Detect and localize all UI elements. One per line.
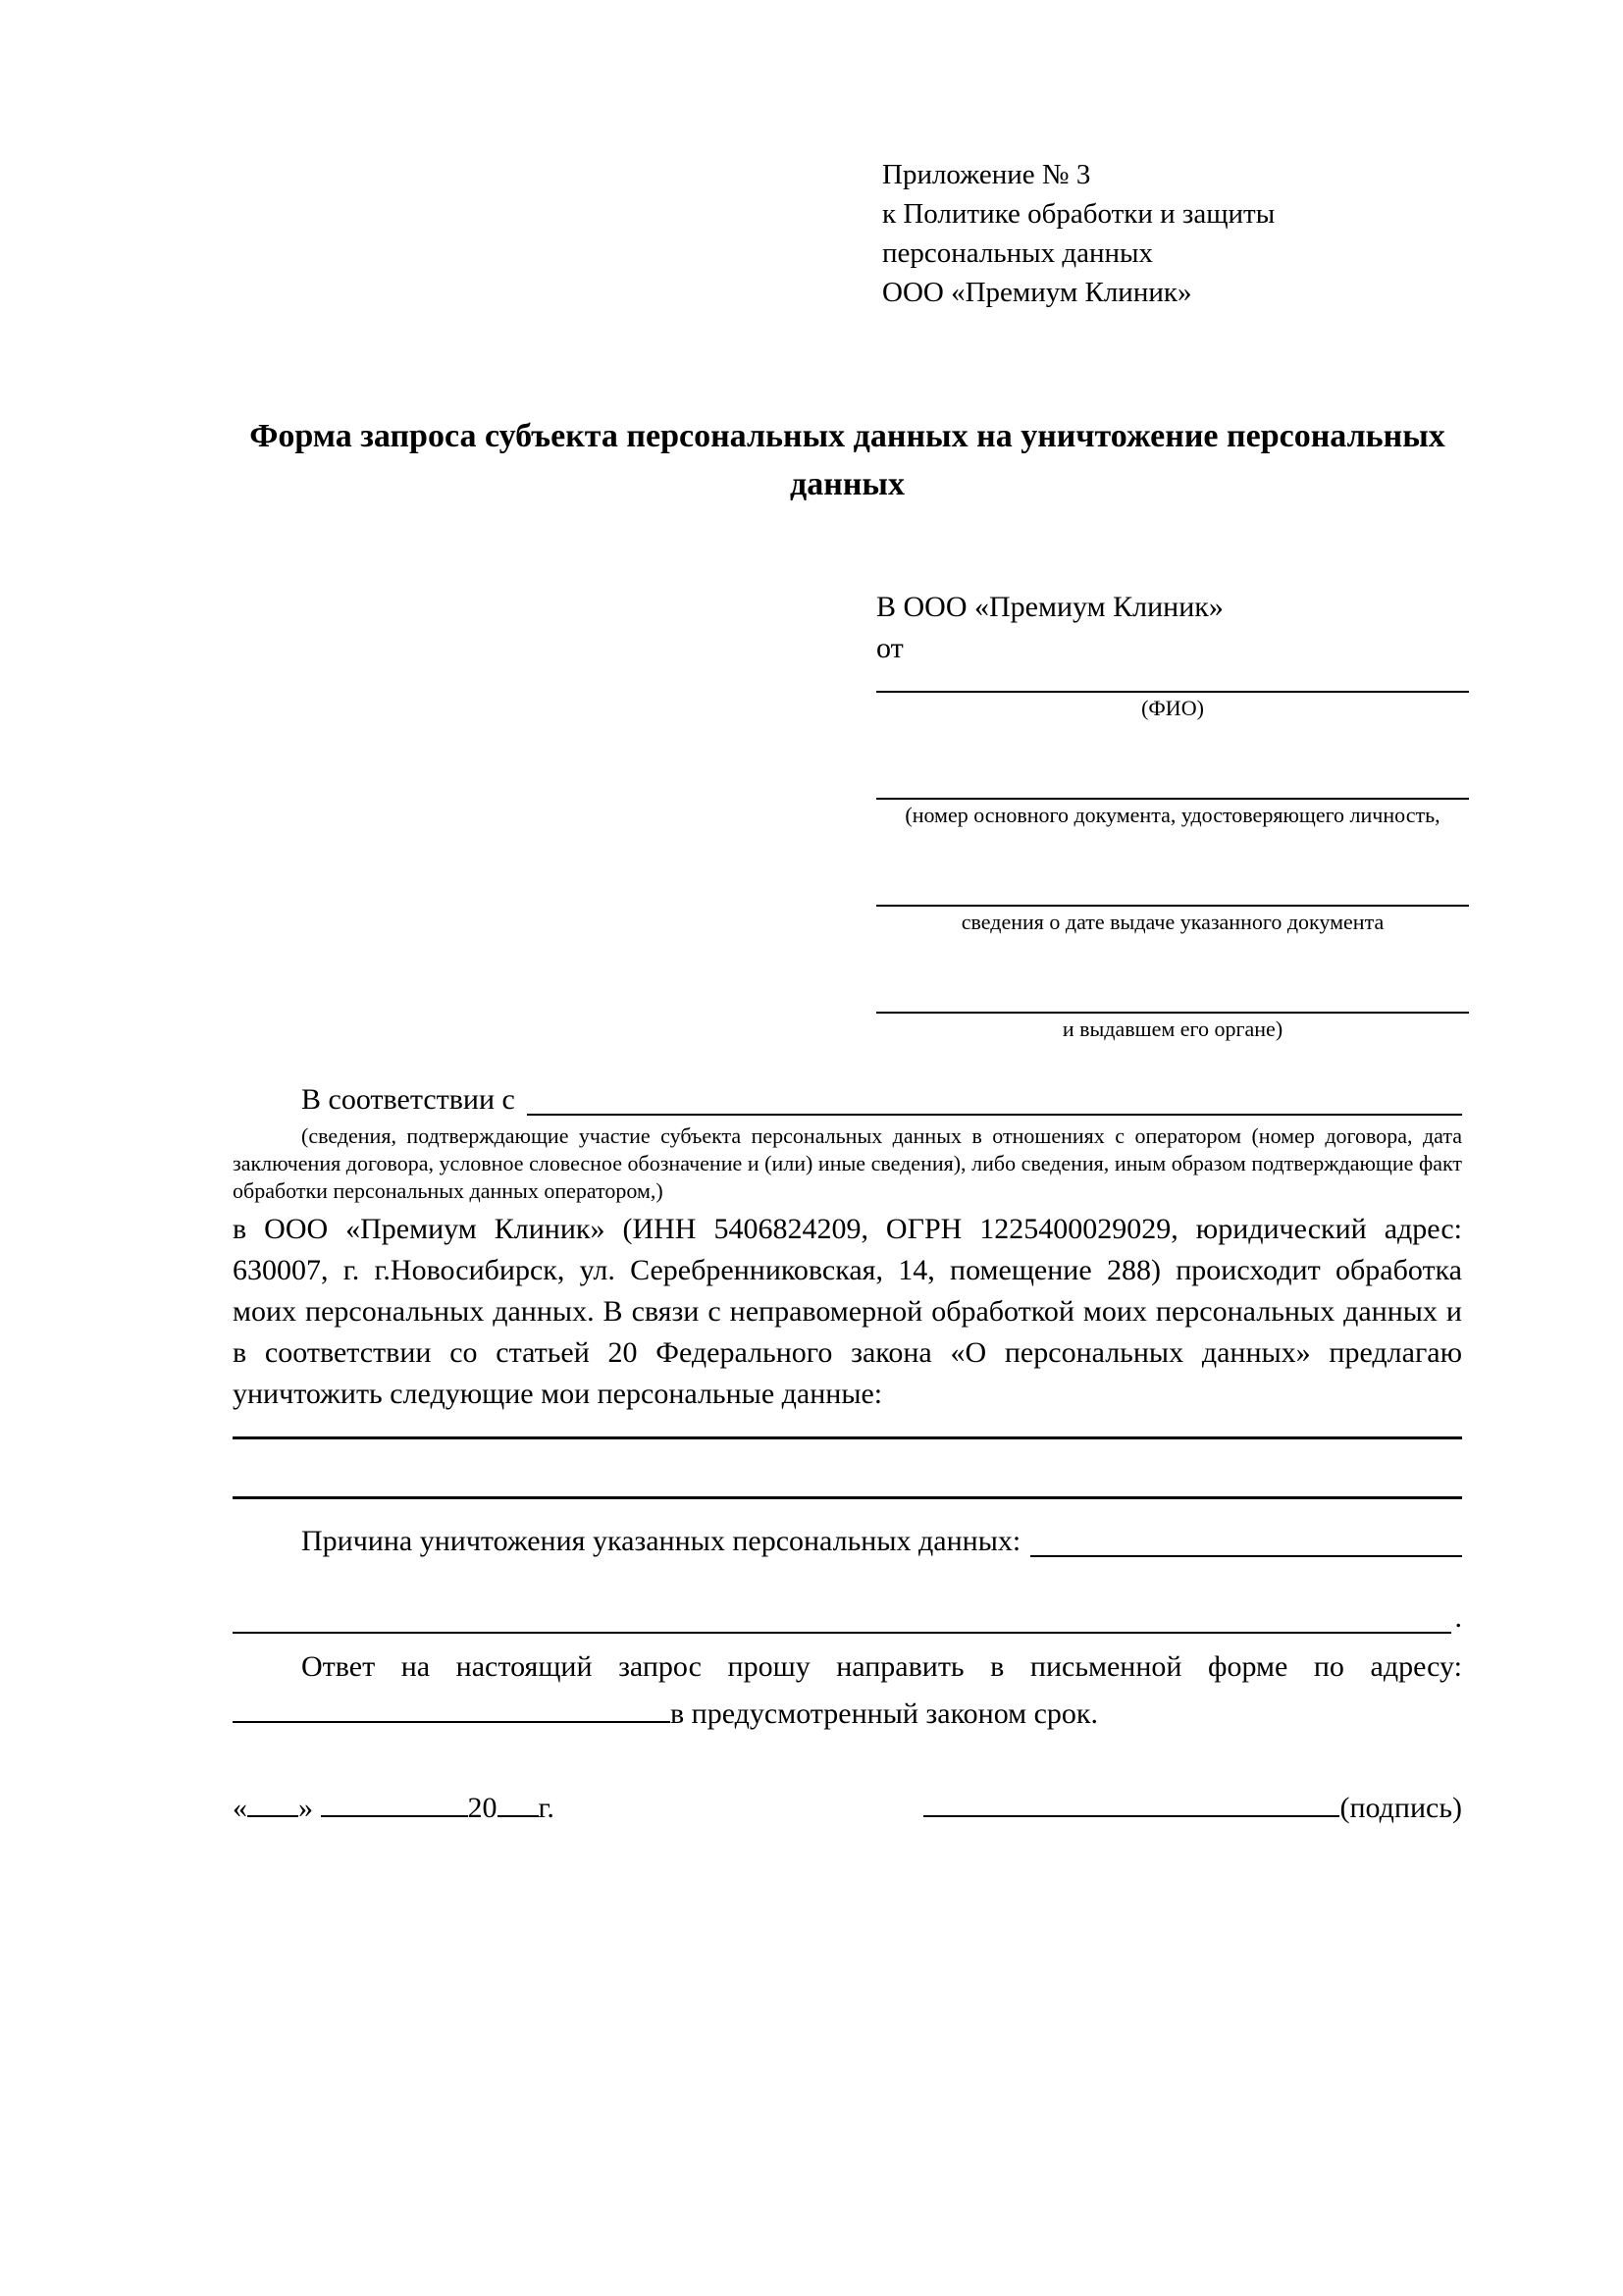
date-year-suffix: г. — [538, 1792, 554, 1824]
reason-label: Причина уничтожения указанных персональных данных: — [301, 1525, 1021, 1557]
date-month-input[interactable] — [321, 1815, 468, 1817]
date-quote-open: « — [233, 1792, 247, 1824]
response-address-row — [233, 1694, 1462, 1735]
addressee-to: В ООО «Премиум Клиник» — [876, 591, 1224, 623]
reason-row — [233, 1521, 1462, 1562]
response-address-input-line[interactable] — [233, 1721, 670, 1723]
personal-data-blank-line-1[interactable] — [233, 1436, 1462, 1439]
response-tail: в предусмотренный законом срок. — [670, 1697, 1098, 1730]
fio-input-line[interactable] — [876, 669, 1469, 693]
main-paragraph: в ООО «Премиум Клиник» (ИНН 5406824209, ОГРН 1225400029029, юридический адрес: 630007, г. г.Новосибирск, ул. Серебренниковская, 14, помещение 288) происходит обработка моих персональных данных. В связи с неправомерной обработкой моих персональных данных и в соответствии со статьей 20 Федерального закона «О персональных данных» предлагаю уничтожить следующие мои персональные данные: — [233, 1213, 1462, 1410]
signature-input-line[interactable] — [923, 1815, 1339, 1817]
accordance-footnote: (сведения, подтверждающие участие субъекта персональных данных в отношениях с оператором (номер договора, дата заключения договора, условное словесное обозначение и (или) иные сведения), либо сведения, иным образом подтверждающие факт обработки персональных данных оператором,) — [233, 1123, 1462, 1203]
addressee-block — [876, 587, 1469, 1042]
personal-data-blank-line-2[interactable] — [233, 1496, 1462, 1499]
accordance-label: В соответствии с — [301, 1083, 515, 1116]
id-document-authority-caption: и выдавшем его органе) — [1062, 1017, 1283, 1041]
date-quote-close: » — [298, 1792, 313, 1824]
sentence-period: . — [1454, 1601, 1462, 1634]
id-document-authority-line[interactable] — [876, 986, 1469, 1014]
appendix-number: Приложение № 3 — [882, 159, 1091, 190]
id-document-number-line[interactable] — [876, 772, 1469, 800]
response-sentence: Ответ на настоящий запрос прошу направить в письменной форме по адресу: — [301, 1650, 1462, 1683]
addressee-from-label: от — [876, 632, 904, 664]
appendix-policy-line: к Политике обработки и защиты — [882, 198, 1276, 230]
id-document-issue-date-caption: сведения о дате выдаче указанного документа — [961, 910, 1385, 934]
accordance-input-line[interactable] — [527, 1114, 1462, 1116]
fio-caption: (ФИО) — [1141, 696, 1204, 720]
reason-input-line[interactable] — [1030, 1555, 1462, 1557]
date-year-prefix: 20 — [467, 1792, 497, 1824]
accordance-row — [233, 1079, 1462, 1121]
id-document-issue-date-line[interactable] — [876, 879, 1469, 907]
id-document-number-caption: (номер основного документа, удостоверяющего личность, — [905, 803, 1440, 827]
appendix-company: ООО «Премиум Клиник» — [882, 277, 1192, 308]
date-year-input[interactable] — [497, 1815, 539, 1817]
appendix-policy-line2: персональных данных — [882, 237, 1154, 269]
date-day-input[interactable] — [247, 1815, 298, 1817]
document-title: Форма запроса субъекта персональных данных на уничтожение персональных данных — [249, 418, 1445, 502]
signature-field — [923, 1788, 1462, 1829]
reason-continuation-line[interactable] — [233, 1632, 1451, 1634]
signature-caption: (подпись) — [1339, 1792, 1462, 1824]
date-field — [233, 1788, 554, 1829]
date-signature-row — [233, 1788, 1462, 1829]
appendix-header — [882, 155, 1462, 312]
reason-continuation-row — [233, 1597, 1462, 1639]
